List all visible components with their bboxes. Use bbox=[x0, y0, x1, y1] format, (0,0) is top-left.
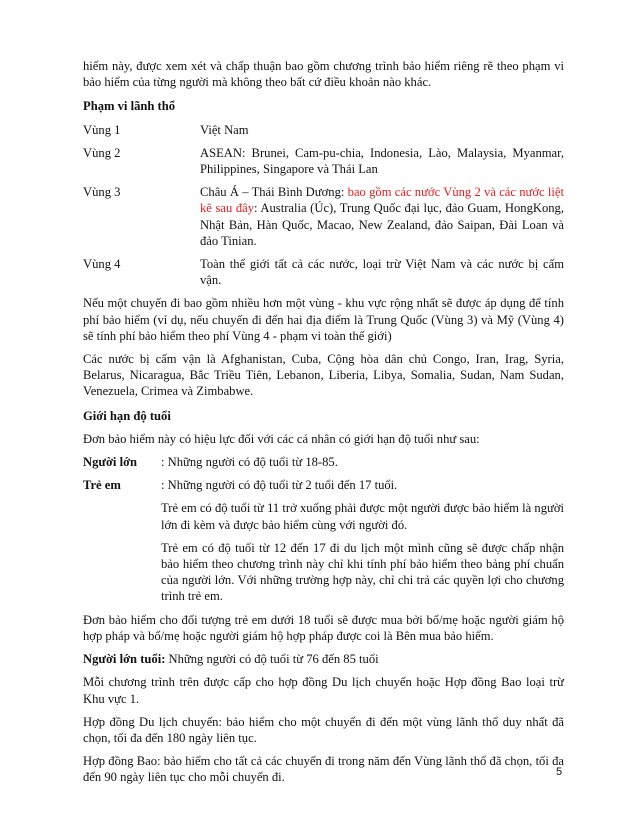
zone-row-2 bbox=[83, 145, 564, 177]
multi-zone-paragraph: Nếu một chuyến đi bao gồm nhiều hơn một vùng - khu vực rộng nhất sẽ được áp dụng để tính phí bảo hiểm (ví dụ, nếu chuyến đi đến hai địa điểm là Trung Quốc (Vùng 3) và Mỹ (Vùng 4) sẽ tính phí bảo hiểm theo phí Vùng 4 - phạm vi toàn thế giới) bbox=[83, 296, 564, 343]
zone-label: Vùng 1 bbox=[83, 122, 121, 137]
annual-contract-paragraph: Hợp đồng Bao: bảo hiểm cho tất cả các chuyến đi trong năm đến Vùng lãnh thổ đã chọn, tối đa đến 90 ngày liên tục cho mỗi chuyến đi. bbox=[83, 754, 564, 785]
zone-label: Vùng 4 bbox=[83, 257, 121, 272]
zone-label: Vùng 3 bbox=[83, 185, 121, 200]
child-note-1: Trẻ em có độ tuổi từ 11 trở xuống phải được một người được bảo hiểm là người lớn đi kèm và được bảo hiểm cùng với người đó. bbox=[161, 501, 564, 532]
child-text: : Những người có độ tuổi từ 2 tuổi đến 17 tuổi. bbox=[161, 478, 398, 493]
document-page bbox=[83, 58, 564, 793]
intro-paragraph: hiểm này, được xem xét và chấp thuận bao gồm chương trình bảo hiểm riêng rẽ theo phạm vi bảo hiểm của từng người mà không theo bất cứ điều khoản nào khác. bbox=[83, 59, 564, 90]
territory-heading: Phạm vi lãnh thổ bbox=[83, 99, 176, 114]
elder-line bbox=[83, 651, 564, 667]
zone-label: Vùng 2 bbox=[83, 145, 121, 160]
zone-text: Việt Nam bbox=[200, 122, 249, 137]
child-label: Trẻ em bbox=[83, 478, 121, 493]
zone-text: ASEAN: Brunei, Cam-pu-chia, Indonesia, Lào, Malaysia, Myanmar, Philippines, Singapore và Thái Lan bbox=[200, 145, 564, 177]
trip-contract-paragraph: Hợp đồng Du lịch chuyến: bảo hiểm cho một chuyến đi đến một vùng lãnh thổ duy nhất đã chọn, tối đa đến 180 ngày liên tục. bbox=[83, 714, 564, 745]
elder-label: Người lớn tuổi: bbox=[83, 652, 166, 667]
page-number: 5 bbox=[556, 766, 563, 778]
zone-row-3 bbox=[83, 184, 564, 249]
zone-text-post: : Australia (Úc), Trung Quốc đại lục, đảo Guam, HongKong, Nhật Bản, Hàn Quốc, Macao, New Zealand, đảo Saipan, Đài Loan và đảo Tinian. bbox=[200, 201, 564, 248]
zone-row-1 bbox=[83, 122, 564, 138]
minor-policy-paragraph: Đơn bảo hiểm cho đối tượng trẻ em dưới 18 tuổi sẽ được mua bởi bố/mẹ hoặc người giám hộ hợp pháp và bố/mẹ hoặc người giám hộ hợp pháp được coi là Bên mua bảo hiểm. bbox=[83, 612, 564, 643]
zone-row-4 bbox=[83, 256, 564, 288]
embargo-paragraph: Các nước bị cấm vận là Afghanistan, Cuba, Cộng hòa dân chủ Congo, Iran, Irag, Syria, Belarus, Nicaragua, Bắc Triều Tiên, Lebanon, Liberia, Libya, Somalia, Sudan, Nam Sudan, Venezuela, Crimea và Zimbabwe. bbox=[83, 352, 564, 399]
child-row bbox=[83, 477, 564, 493]
age-intro: Đơn bảo hiểm này có hiệu lực đối với các cá nhân có giới hạn độ tuổi như sau: bbox=[83, 431, 480, 446]
age-heading: Giới hạn độ tuổi bbox=[83, 408, 171, 423]
elder-text: Những người có độ tuổi từ 76 đến 85 tuổi bbox=[165, 652, 379, 667]
adult-label: Người lớn bbox=[83, 455, 138, 470]
zone-text: Toàn thế giới tất cả các nước, loại trừ Việt Nam và các nước bị cấm vận. bbox=[200, 257, 564, 288]
adult-row bbox=[83, 454, 564, 470]
zone-text-pre: Châu Á – Thái Bình Dương: bbox=[200, 185, 348, 200]
zone-text-highlight: bao gồm các nước Vùng 2 và các nước liệt kê sau đây bbox=[200, 185, 564, 216]
adult-text: : Những người có độ tuổi từ 18-85. bbox=[161, 455, 338, 470]
zone-text bbox=[200, 184, 564, 249]
child-note-2: Trẻ em có độ tuổi từ 12 đến 17 đi du lịch một mình cũng sẽ được chấp nhận bảo hiểm theo chương trình này chỉ khi tính phí bảo hiểm theo bảng phí chuẩn của người lớn. Với những trường hợp này, chỉ chi trả các quyền lợi cho chương trình trẻ em. bbox=[161, 540, 564, 604]
elder-note: Mỗi chương trình trên được cấp cho hợp đồng Du lịch chuyến hoặc Hợp đồng Bao loại trừ Khu vực 1. bbox=[83, 675, 564, 706]
